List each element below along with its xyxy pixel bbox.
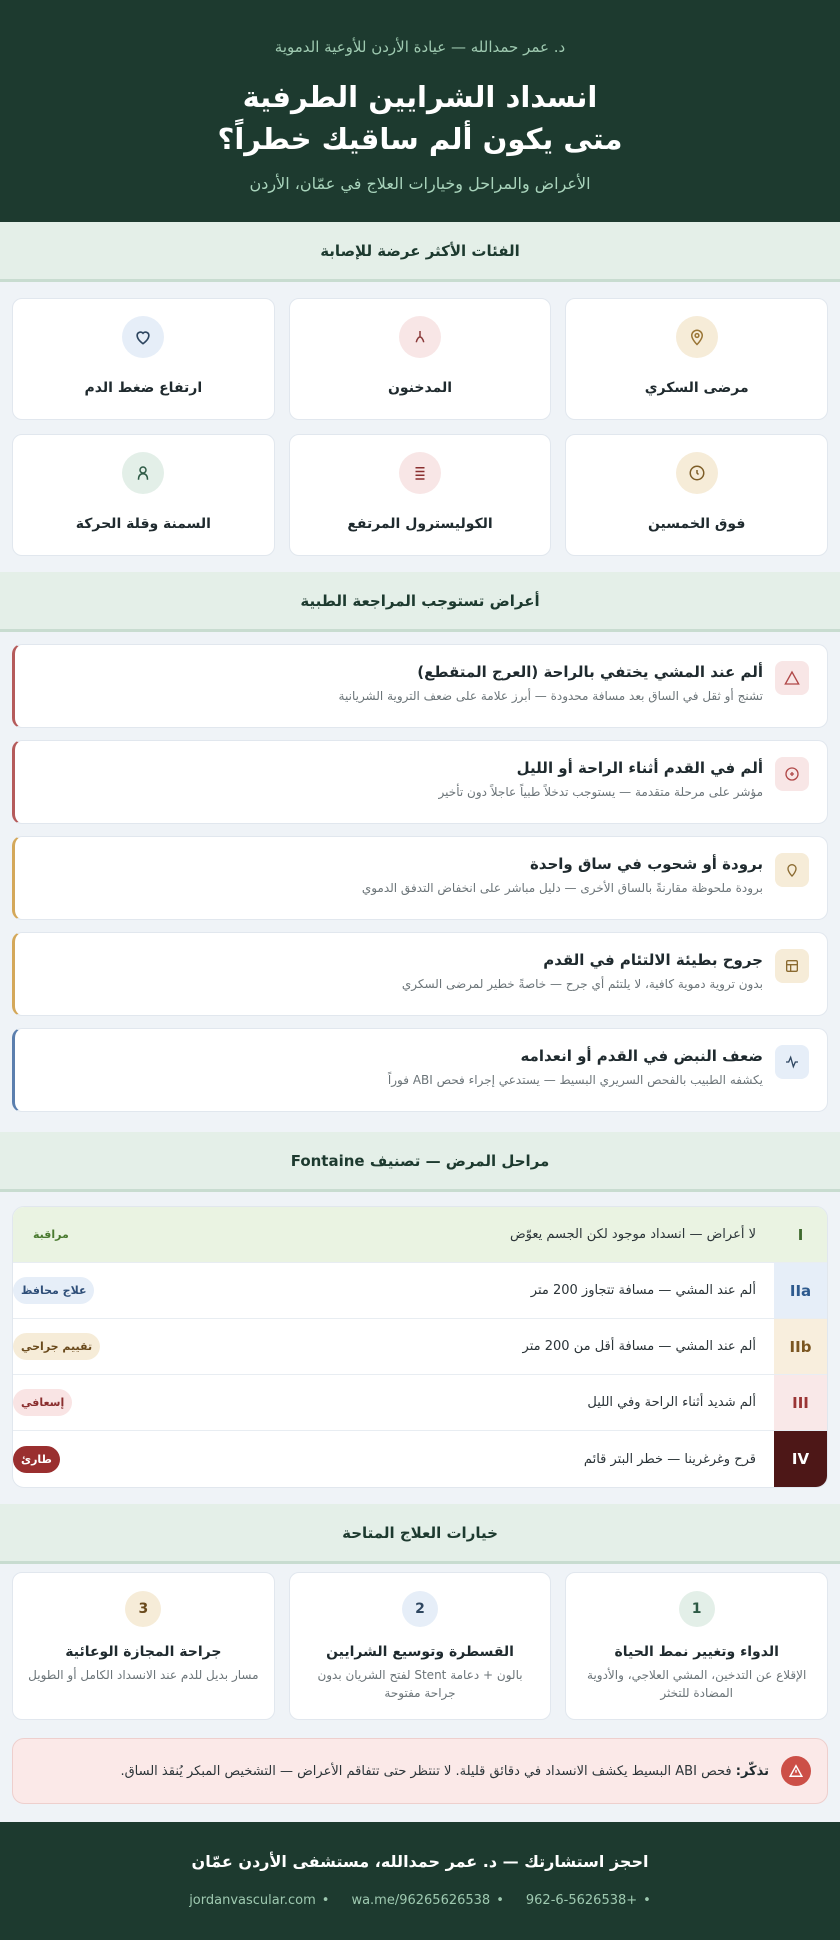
symptom-desc: بدون تروية دموية كافية، لا يلتئم أي جرح — خاصةً خطير لمرضى السكري [401, 977, 763, 991]
risk-label: فوق الخمسين [647, 516, 746, 532]
alert-message: فحص ABI البسيط يكشف الانسداد في دقائق قليلة. لا تنتظر حتى تتفاقم الأعراض — التشخيص المبكر يُنقذ الساق. [120, 1763, 732, 1779]
clock-icon [676, 452, 718, 494]
risk-card-over-fifty [565, 434, 828, 556]
treatment-card-bypass [12, 1572, 275, 1720]
booking-cta: احجز استشارتك — د. عمر حمدالله، مستشفى الأردن عمّان [191, 1852, 649, 1871]
symptom-desc: تشنج أو ثقل في الساق بعد مسافة محدودة — أبرز علامة على ضعف التروية الشريانية [338, 689, 763, 703]
page-subtitle: الأعراض والمراحل وخيارات العلاج في عمّان، الأردن [249, 174, 591, 193]
symptom-title: برودة أو شحوب في ساق واحدة [529, 855, 763, 873]
treatment-card-medication [565, 1572, 828, 1720]
whatsapp-link[interactable] [351, 1893, 503, 1908]
treatment-title: جراحة المجازة الوعائية [65, 1644, 222, 1660]
symptom-item [12, 836, 828, 920]
phone-text: 962-6-5626538+ [525, 1893, 638, 1908]
stage-badge: طارئ [13, 1446, 60, 1473]
risk-label: مرضى السكري [644, 380, 749, 396]
stage-desc: ألم شديد أثناء الراحة وفي الليل [587, 1395, 756, 1410]
symptom-title: ضعف النبض في القدم أو انعدامه [520, 1047, 763, 1065]
symptom-item [12, 932, 828, 1016]
risk-label: المدخنون [387, 380, 453, 396]
bullet: • [496, 1893, 504, 1908]
treatment-desc: بالون + دعامة Stent لفتح الشريان بدون جراحة مفتوحة [317, 1668, 523, 1700]
stage-badge: مراقبة [33, 1228, 69, 1241]
symptoms-list [0, 632, 840, 1132]
symptoms-heading: أعراض تستوجب المراجعة الطبية [0, 572, 840, 632]
reminder-alert [12, 1738, 828, 1804]
treatments-grid [0, 1564, 840, 1720]
treatment-number: 2 [402, 1591, 438, 1627]
treatment-desc: الإقلاع عن التدخين، المشي العلاجي، والأدوية المضادة للتخثر [587, 1668, 807, 1700]
symptom-title: ألم في القدم أثناء الراحة أو الليل [516, 759, 763, 777]
stages-heading: مراحل المرض — تصنيف Fontaine [0, 1132, 840, 1192]
stage-badge: إسعافي [13, 1389, 72, 1416]
plus-circle-icon [775, 757, 809, 791]
stage-row-IIb [13, 1319, 827, 1375]
bullet: • [321, 1893, 330, 1908]
contact-links [0, 1893, 840, 1908]
bullet: • [643, 1893, 651, 1908]
phone-link[interactable] [526, 1893, 651, 1908]
fontaine-stages-table [12, 1206, 828, 1488]
stage-code: IIa [774, 1263, 827, 1318]
page-title [0, 76, 840, 160]
risk-label: ارتفاع ضغط الدم [84, 380, 203, 396]
symptom-title: جروح بطيئة الالتئام في القدم [543, 951, 763, 969]
whatsapp-text: wa.me/96265626538 [351, 1893, 491, 1908]
warning-triangle-icon [781, 1756, 811, 1786]
drop-icon [775, 853, 809, 887]
symptom-item [12, 644, 828, 728]
website-link[interactable] [189, 1893, 329, 1908]
risk-label: السمنة وقلة الحركة [75, 516, 211, 532]
stage-code: IIb [774, 1319, 827, 1374]
symptom-title: ألم عند المشي يختفي بالراحة (العرج المتقطع) [417, 663, 763, 681]
stage-code: I [774, 1207, 827, 1262]
alert-label: تذكّر: [735, 1763, 769, 1779]
alert-text [120, 1764, 769, 1779]
map-pin-icon [676, 316, 718, 358]
lungs-icon [399, 316, 441, 358]
symptom-item [12, 740, 828, 824]
heart-icon [122, 316, 164, 358]
stage-desc: لا أعراض — انسداد موجود لكن الجسم يعوّض [509, 1227, 756, 1242]
risk-card-cholesterol [289, 434, 552, 556]
user-icon [122, 452, 164, 494]
risk-card-diabetes [565, 298, 828, 420]
stage-desc: ألم عند المشي — مسافة أقل من 200 متر [522, 1339, 756, 1354]
stage-row-III [13, 1375, 827, 1431]
pulse-icon [775, 1045, 809, 1079]
treatment-card-catheter [289, 1572, 552, 1720]
stage-code: IV [774, 1431, 827, 1487]
treatment-number: 1 [679, 1591, 715, 1627]
treatment-title: القسطرة وتوسيع الشرايين [326, 1644, 514, 1660]
symptom-desc: يكشفه الطبيب بالفحص السريري البسيط — يستدعي إجراء فحص ABI فوراً [387, 1073, 763, 1087]
doctor-byline: د. عمر حمدالله — عيادة الأردن للأوعية الدموية [274, 38, 566, 56]
risk-card-hypertension [12, 298, 275, 420]
treatment-desc: مسار بديل للدم عند الانسداد الكامل أو الطويل [28, 1668, 259, 1682]
risk-groups-heading: الفئات الأكثر عرضة للإصابة [0, 222, 840, 282]
stage-badge: تقييم جراحي [13, 1333, 100, 1360]
stage-code: III [774, 1375, 827, 1430]
risk-card-obesity [12, 434, 275, 556]
stage-desc: ألم عند المشي — مسافة تتجاوز 200 متر [530, 1283, 756, 1298]
risk-groups-grid [0, 282, 840, 572]
risk-card-smokers [289, 298, 552, 420]
title-line-1: انسداد الشرايين الطرفية [242, 80, 598, 114]
footer [0, 1822, 840, 1940]
stage-desc: قرح وغرغرينا — خطر البتر قائم [583, 1451, 756, 1467]
stage-row-IIa [13, 1263, 827, 1319]
treatment-number: 3 [125, 1591, 161, 1627]
website-text: jordanvascular.com [189, 1893, 316, 1908]
stage-badge: علاج محافظ [13, 1277, 94, 1304]
hero-header [0, 0, 840, 222]
stage-row-I [13, 1207, 827, 1263]
treatment-title: الدواء وتغيير نمط الحياة [614, 1644, 779, 1660]
list-icon [399, 452, 441, 494]
treatments-heading: خيارات العلاج المتاحة [0, 1504, 840, 1564]
stage-row-IV [13, 1431, 827, 1487]
risk-label: الكوليسترول المرتفع [347, 516, 493, 532]
warning-triangle-icon [775, 661, 809, 695]
title-line-2: متى يكون ألم ساقيك خطراً؟ [217, 122, 623, 156]
layout-icon [775, 949, 809, 983]
symptom-desc: برودة ملحوظة مقارنةً بالساق الأخرى — دليل مباشر على انخفاض التدفق الدموي [361, 881, 763, 895]
symptom-desc: مؤشر على مرحلة متقدمة — يستوجب تدخلاً طبياً عاجلاً دون تأخير [438, 785, 763, 799]
symptom-item [12, 1028, 828, 1112]
